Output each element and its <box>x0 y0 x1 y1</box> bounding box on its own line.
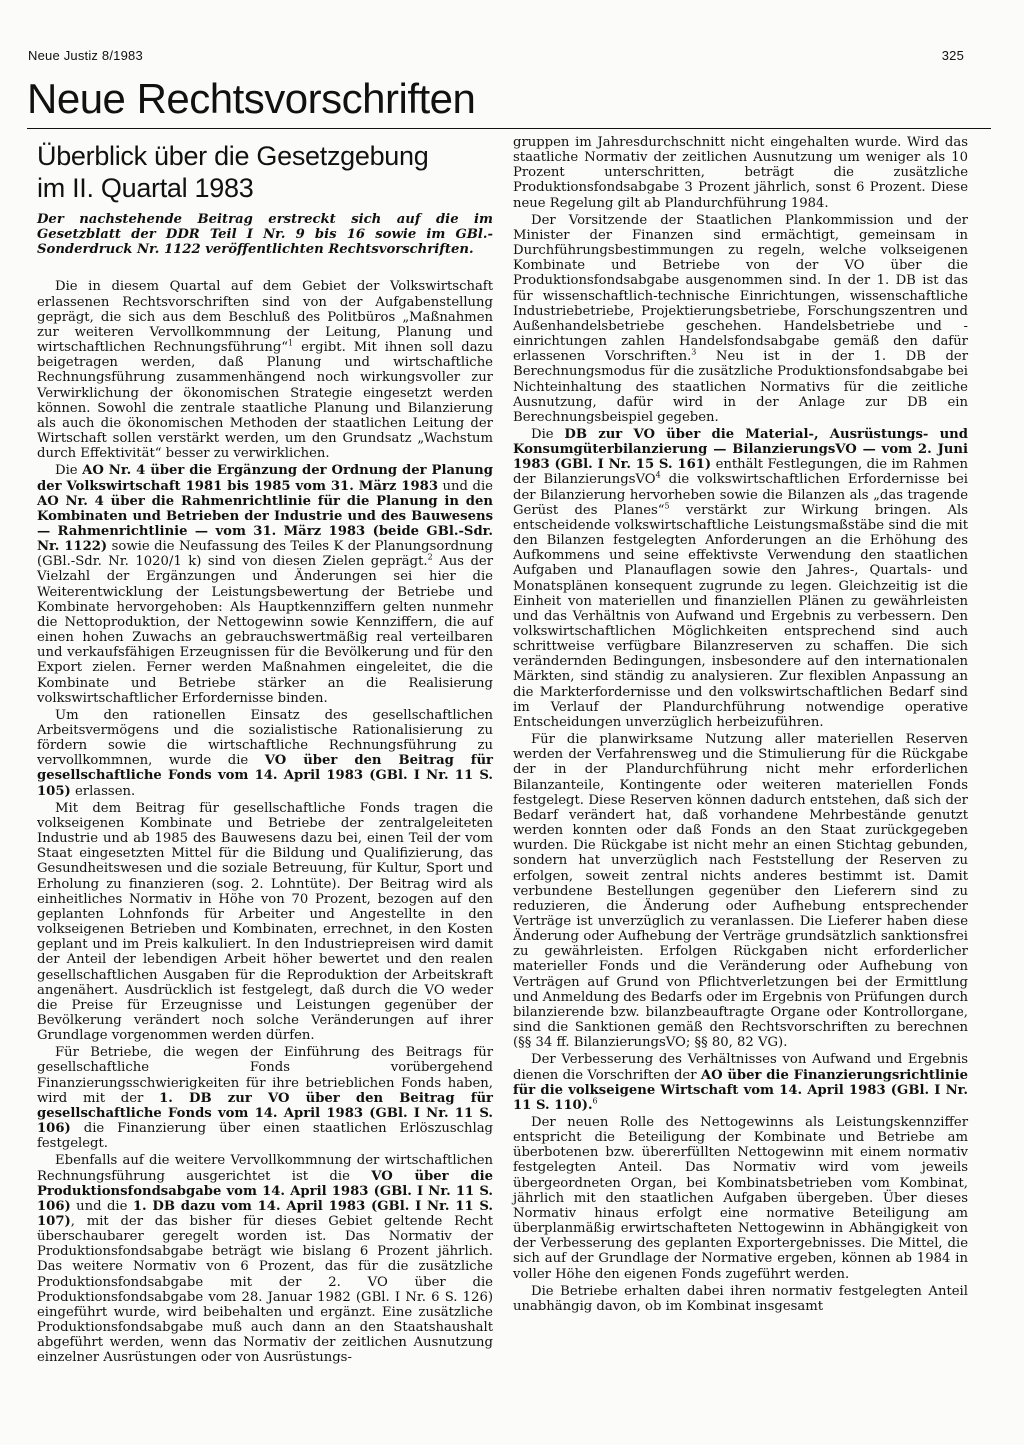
paragraph: Die DB zur VO über die Material-, Ausrüstungs- und Konsumgüterbilanzierung — BilanzierungsVO — vom 2. Juni 1983 (GBl. I Nr. 15 S. 161) enthält Festlegungen, die im Rahmen der BilanzierungsVO$^4$ die volkswirtschaftlichen Erfordernisse bei der Bilanzierung hervorheben sowie die Bilanzen als „das tragende Gerüst des Planes“$^5$ verstärkt zur Wirkung bringen. Als entscheidende volkswirtschaftliche Leistungsmaßstäbe sind die mit den Bilanzen festgelegten Anforderungen an die Erhöhung des Aufkommens und seine effektivste Verwendung den staatlichen Aufgaben und Planauflagen sowie den Jahres-, Quartals- und Monatsplänen konsequent zugrunde zu legen. Gleichzeitig ist die Einheit von materiellen und finanziellen Plänen zu gewährleisten und das Verhältnis von Aufwand und Ergebnis zu verbessern. Den volkswirtschaftlichen Möglichkeiten entsprechend sind auch schrittweise verfügbare Bilanzreserven zu schaffen. Die sich verändernden Bedingungen, insbesondere auf den internationalen Märkten, sind ständig zu analysieren. Zur flexiblen Anpassung an die Markterfordernisse und den volkswirtschaftlichen Bedarf sind im Verlauf der Plandurchführung notwendige operative Entscheidungen unverzüglich herbeizuführen. <box>513 426 968 730</box>
running-header <box>28 48 964 68</box>
article-title <box>37 140 428 204</box>
paragraph: Der Vorsitzende der Staatlichen Plankommission und der Minister der Finanzen sind ermächtigt, gemeinsam in Durchführungsbestimmungen zu regeln, welche volkseigenen Kombinate und Betriebe von der VO über die Produktionsfondsabgabe ausgenommen sind. In der 1. DB ist das für wissenschaftlich-technische Einrichtungen, wissenschaftliche Industriebetriebe, Projektierungsbetriebe, Forschungszentren und Außenhandelsbetriebe geschehen. Handelsbetriebe und -einrichtungen zahlen Handelsfondsabgabe gemäß den dafür erlassenen Vorschriften.$^3$ Neu ist in der 1. DB der Berechnungsmodus für die zusätzliche Produktionsfondsabgabe bei Nichteinhaltung des staatlichen Normativs für die zeitliche Ausnutzung, dafür wird in der Anlage zur DB ein Berechnungsbeispiel gegeben. <box>513 212 968 425</box>
article-title-line-2: im II. Quartal 1983 <box>37 173 254 203</box>
paragraph: Die in diesem Quartal auf dem Gebiet der Volkswirtschaft erlassenen Rechtsvorschriften sind von der Aufgabenstellung geprägt, die sich aus dem Beschluß des Politbüros „Maßnahmen zur weiteren Vervollkommnung der Leitung, Planung und wirtschaftlichen Rechnungsführung“$^1$ ergibt. Mit ihnen soll dazu beigetragen werden, daß Planung und wirtschaftliche Rechnungsführung zusammenhängend noch wirkungsvoller zur Verwirklichung der ökonomischen Strategie eingesetzt werden können. Sowohl die zentrale staatliche Planung und Bilanzierung als auch die ökonomischen Methoden der staatlichen Leitung der Wirtschaft sollen verstärkt werden, um den Grundsatz „Wachstum durch Effektivität“ besser zu verwirklichen. <box>37 279 493 462</box>
article-intro: Der nachstehende Beitrag erstreckt sich auf die im Gesetzblatt der DDR Teil I Nr. 9 bis 16 sowie im GBl.-Sonderdruck Nr. 1122 veröffentlichten Rechtsvorschriften. <box>37 212 493 258</box>
left-column <box>37 212 493 1366</box>
paragraph: Der Verbesserung des Verhältnisses von Aufwand und Ergebnis dienen die Vorschriften der AO über die Finanzierungsrichtlinie für die volkseigene Wirtschaft vom 14. April 1983 (GBl. I Nr. 11 S. 110).$^6$ <box>513 1052 969 1113</box>
paragraph: Für Betriebe, die wegen der Einführung des Beitrags für gesellschaftliche Fonds vorübergehend Finanzierungsschwierigkeiten für ihre betrieblichen Fonds haben, wird mit der 1. DB zur VO über den Beitrag für gesellschaftliche Fonds vom 14. April 1983 (GBl. I Nr. 11 S. 106) die Finanzierung über einen staatlichen Erlöszuschlag festgelegt. <box>37 1045 493 1152</box>
section-divider <box>27 128 991 129</box>
paragraph: Der neuen Rolle des Nettogewinns als Leistungskennziffer entspricht die Beteiligung der Kombinate und Betriebe am überbotenen bzw. übererfüllten Nettogewinn mit einem normativ festgelegten Anteil. Das Normativ wird vom jeweils übergeordneten Organ, bei Kombinatsbetrieben vom Kombinat, jährlich mit den staatlichen Aufgaben übergeben. Über dieses Normativ hinaus erfolgt eine normative Beteiligung am überplanmäßig erwirtschafteten Nettogewinn in Abhängigkeit von der Verbesserung des geplanten Exportergebnisses. Die Mittel, die sich auf der Grundlage der Normative ergeben, können ab 1984 in voller Höhe den eigenen Fonds zugeführt werden. <box>513 1115 968 1282</box>
paragraph: Mit dem Beitrag für gesellschaftliche Fonds tragen die volkseigenen Kombinate und Betriebe der zentralgeleiteten Industrie und ab 1985 des Bauwesens dazu bei, einen Teil der vom Staat eingesetzten Mittel für die Bildung und Qualifizierung, das Gesundheitswesen und die soziale Betreuung, für Kultur, Sport und Erholung zu finanzieren (sog. 2. Lohntüte). Der Beitrag wird als einheitliches Normativ in Höhe von 70 Prozent, bezogen auf den geplanten Lohnfonds für Arbeiter und Angestellte in den volkseigenen Betrieben und Kombinaten, errechnet, in den Kosten geplant und im Preis kalkuliert. In den Industriepreisen wird damit der Anteil der lebendigen Arbeit höher bewertet und den realen gesellschaftlichen Ausgaben für die Reproduktion der Arbeitskraft angenähert. Ausdrücklich ist festgelegt, daß durch die VO weder die Preise für Erzeugnisse und Leistungen gegenüber der Bevölkerung verändert noch solche Veränderungen auf ihrer Grundlage vorgenommen werden dürfen. <box>37 800 493 1044</box>
journal-issue: Neue Justiz 8/1983 <box>28 48 143 63</box>
article-title-line-1: Überblick über die Gesetzgebung <box>37 141 429 171</box>
paragraph: Um den rationellen Einsatz des gesellschaftlichen Arbeitsvermögens und die sozialistische Rationalisierung zu fördern sowie die wirtschaftliche Rechnungsführung zu vervollkommnen, wurde die VO über den Beitrag für gesellschaftliche Fonds vom 14. April 1983 (GBl. I Nr. 11 S. 105) erlassen. <box>37 707 493 799</box>
paragraph: Ebenfalls auf die weitere Vervollkommnung der wirtschaftlichen Rechnungsführung ausgerichtet ist die VO über die Produktionsfondsabgabe vom 14. April 1983 (GBl. I Nr. 11 S. 106) und die 1. DB dazu vom 14. April 1983 (GBl. I Nr. 11 S. 107), mit der das bisher für dieses Gebiet geltende Recht überschaubarer geregelt worden ist. Das Normativ der Produktionsfondsabgabe beträgt wie bislang 6 Prozent jährlich. Das weitere Normativ von 6 Prozent, das für die zusätzliche Produktionsfondsabgabe mit der 2. VO über die Produktionsfondsabgabe vom 28. Januar 1982 (GBl. I Nr. 6 S. 126) eingeführt wurde, wird beibehalten und ergänzt. Eine zusätzliche Produktionsfondsabgabe muß auch dann an den Staatshaushalt abgeführt werden, wenn das Normativ der zeitlichen Ausnutzung einzelner Ausrüstungen oder von Ausrüstungs- <box>37 1153 494 1366</box>
paragraph: gruppen im Jahresdurchschnitt nicht eingehalten wurde. Wird das staatliche Normativ der zeitlichen Ausnutzung um weniger als 10 Prozent unterschritten, beträgt die zusätzliche Produktionsfondsabgabe 3 Prozent jährlich, sonst 6 Prozent. Diese neue Regelung gilt ab Plandurchführung 1984. <box>513 135 968 211</box>
paragraph: Die Betriebe erhalten dabei ihren normativ festgelegten Anteil unabhängig davon, ob im Kombinat insgesamt <box>513 1283 968 1314</box>
right-column <box>513 135 968 1314</box>
page-number: 325 <box>941 48 964 63</box>
paragraph: Die AO Nr. 4 über die Ergänzung der Ordnung der Planung der Volkswirtschaft 1981 bis 1985 vom 31. März 1983 und die AO Nr. 4 über die Rahmenrichtlinie für die Planung in den Kombinaten und Betrieben der Industrie und des Bauwesens — Rahmenrichtlinie — vom 31. März 1983 (beide GBl.-Sdr. Nr. 1122) sowie die Neufassung des Teiles K der Planungsordnung (GBl.-Sdr. Nr. 1020/1 k) sind von diesen Zielen geprägt.$^2$ Aus der Vielzahl der Ergänzungen und Änderungen sei hier die Weiterentwicklung der Leistungsbewertung der Betriebe und Kombinate hervorgehoben: Als Hauptkennziffern gelten nunmehr die Nettoproduktion, der Nettogewinn sowie Kennziffern, die auf einen hohen Zuwachs an gebrauchswertmäßig real verteilbaren und verkaufsfähigen Erzeugnissen für die Bevölkerung und für den Export zielen. Ferner werden Maßnahmen eingeleitet, die die Kombinate und Betriebe stärker an die Realisierung volkswirtschaftlicher Erfordernisse binden. <box>37 463 493 706</box>
paragraph: Für die planwirksame Nutzung aller materiellen Reserven werden der Verfahrensweg und die Stimulierung für die Rückgabe der in der Plandurchführung nicht mehr erforderlichen Bilanzanteile, Kontingente oder weiteren materiellen Fonds festgelegt. Diese Reserven können dadurch entstehen, daß sich der Bedarf verändert hat, daß vorhandene Mehrbestände genutzt werden konnten oder daß Fonds an den Staat zurückgegeben wurden. Die Rückgabe ist nicht mehr an einen Stichtag gebunden, sondern hat unverzüglich nach Feststellung der Reserven zu erfolgen, soweit zentral nichts anderes bestimmt ist. Damit verbundene Bestellungen gegenüber den Lieferern sind zu reduzieren, die Änderung oder Aufhebung entsprechender Verträge ist unverzüglich zu veranlassen. Die Lieferer haben diese Änderung oder Aufhebung der Verträge grundsätzlich sanktionsfrei zu gewährleisten. Erfolgen Rückgaben nicht erforderlicher materieller Fonds und die Veränderung oder Aufhebung von Verträgen auf Grund von Pflichtverletzungen bei der Ermittlung und Anmeldung des Bedarfs oder im Ergebnis von Prüfungen durch bilanzierende bzw. bilanzbeauftragte Organe oder Kontrollorgane, sind die Sanktionen gemäß den Rechtsvorschriften zu berechnen (§§ 34 ff. BilanzierungsVO; §§ 80, 82 VG). <box>513 732 968 1051</box>
section-title: Neue Rechtsvorschriften <box>27 75 476 122</box>
